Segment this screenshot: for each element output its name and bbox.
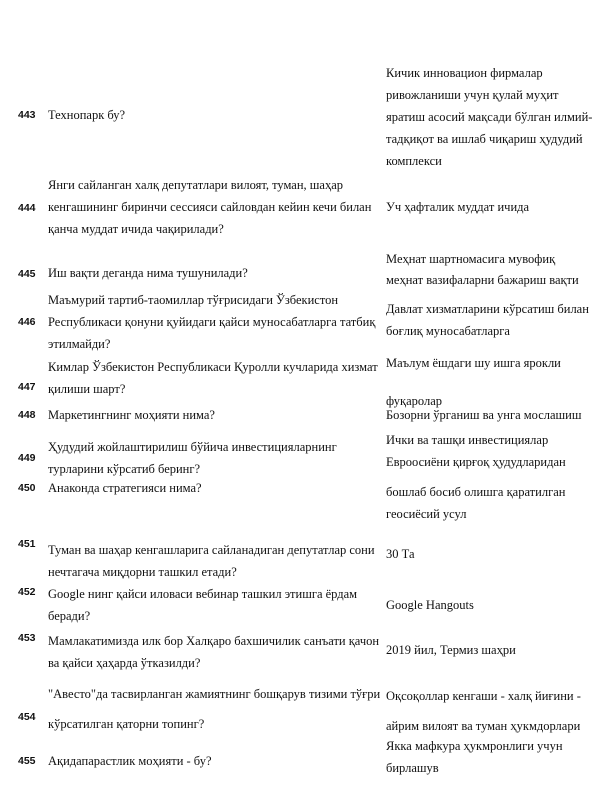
answer-line: Евроосиёни қирғоқ ҳудудларидан — [386, 455, 566, 469]
answer-line: 30 Та — [386, 547, 415, 561]
answer-line: тадқиқот ва ишлаб чиқариш ҳудудий — [386, 132, 583, 146]
answer-line: Бозорни ўрганиш ва унга мослашиш — [386, 408, 582, 422]
answer-line: Маълум ёшдаги шу ишга ярокли — [386, 356, 561, 370]
question-line: Республикаси қонуни қуйидаги қайси муносабатларга татбиқ — [48, 315, 376, 329]
answer-line: бошлаб босиб олишга қаратилган — [386, 485, 566, 499]
answer-line: Давлат хизматларини кўрсатиш билан — [386, 302, 589, 316]
question-text — [48, 356, 378, 400]
answer-line: Кичик инновацион фирмалар — [386, 66, 543, 80]
answer-text — [386, 735, 563, 779]
question-line: Мамлакатимизда илк бор Халқаро бахшичилик санъати қачон — [48, 634, 380, 648]
answer-line: Уч ҳафталик муддат ичида — [386, 200, 530, 214]
question-line: ва қайси ҳаҳарда ўтказилди? — [48, 656, 201, 670]
answer-line: фуқаролар — [386, 394, 443, 408]
row-number: 455 — [18, 755, 36, 767]
question-line: "Авесто"да тасвирланган жамиятнинг бошқарув тизими тўғри — [48, 687, 381, 701]
answer-line: Ички ва ташқи инвестициялар — [386, 433, 549, 447]
question-line: турларини кўрсатиб беринг? — [48, 462, 201, 476]
answer-line: 2019 йил, Термиз шаҳри — [386, 643, 516, 657]
question-line: Янги сайланган халқ депутатлари вилоят, туман, шаҳар — [48, 178, 344, 192]
answer-line: геосиёсий усул — [386, 507, 467, 521]
question-text — [48, 539, 375, 583]
answer-line: Google Hangouts — [386, 598, 474, 612]
question-line: беради? — [48, 609, 91, 623]
row-number: 444 — [18, 202, 36, 214]
answer-text — [386, 429, 566, 473]
row-number: 451 — [18, 538, 36, 550]
question-text — [48, 104, 125, 126]
row-number: 446 — [18, 316, 36, 328]
row-number: 448 — [18, 409, 36, 421]
question-line: Кимлар Ўзбекистон Республикаси Қуролли кучларида хизмат — [48, 360, 378, 374]
row-number: 445 — [18, 268, 36, 280]
question-line: Иш вақти деганда нима тушунилади? — [48, 266, 248, 280]
answer-text — [386, 404, 582, 426]
answer-text — [386, 196, 529, 218]
answer-line: Якка мафкура ҳукмронлиги учун — [386, 739, 563, 753]
question-text — [48, 679, 380, 739]
answer-line: Меҳнат шартномасига мувофиқ — [386, 252, 556, 266]
question-text — [48, 630, 379, 674]
answer-text — [386, 681, 581, 741]
answer-text — [386, 639, 516, 661]
answer-line: боғлиқ муносабатларга — [386, 324, 510, 338]
question-line: Ҳудудий жойлаштирилиш бўйича инвестицияларнинг — [48, 440, 337, 454]
row-number: 443 — [18, 109, 36, 121]
question-line: қилиши шарт? — [48, 382, 126, 396]
question-line: Маркетингнинг моҳияти нима? — [48, 408, 215, 422]
question-text — [48, 404, 215, 426]
row-number: 449 — [18, 452, 36, 464]
question-line: нечтагача миқдорни ташкил етади? — [48, 565, 237, 579]
question-text — [48, 477, 202, 499]
answer-text — [386, 543, 415, 565]
answer-text — [386, 481, 565, 525]
answer-line: меҳнат вазифаларни бажариш вақти — [386, 273, 579, 287]
answer-line: ривожланиши учун қулай муҳит — [386, 88, 559, 102]
answer-text — [386, 594, 474, 616]
answer-line: яратиш асосий мақсади бўлган илмий- — [386, 110, 593, 124]
question-line: кўрсатилган қаторни топинг? — [48, 717, 205, 731]
question-line: Google нинг қайси иловаси вебинар ташкил этишга ёрдам — [48, 587, 358, 601]
question-line: Туман ва шаҳар кенгашларига сайланадиган депутатлар сони — [48, 543, 375, 557]
question-line: Анаконда стратегияси нима? — [48, 481, 202, 495]
row-number: 447 — [18, 381, 36, 393]
answer-text — [386, 62, 592, 172]
question-text — [48, 436, 337, 480]
row-number: 453 — [18, 632, 36, 644]
question-line: кенгашининг биринчи сессияси сайловдан кейин кечи билан — [48, 200, 372, 214]
question-text — [48, 583, 357, 627]
answer-line: айрим вилоят ва туман ҳукмдорлари — [386, 719, 581, 733]
question-text — [48, 289, 375, 355]
answer-text — [386, 249, 579, 291]
question-line: Ақидапарастлик моҳияти - бу? — [48, 754, 212, 768]
row-number: 450 — [18, 482, 36, 494]
answer-line: комплекси — [386, 154, 442, 168]
question-text — [48, 174, 371, 240]
row-number: 454 — [18, 711, 36, 723]
question-line: қанча муддат ичида чақирилади? — [48, 222, 224, 236]
question-text — [48, 262, 248, 284]
row-number: 452 — [18, 586, 36, 598]
question-text — [48, 750, 212, 772]
question-line: этилмайди? — [48, 337, 111, 351]
question-line: Маъмурий тартиб-таомиллар тўғрисидаги Ўзбекистон — [48, 293, 339, 307]
answer-line: бирлашув — [386, 761, 439, 775]
answer-text — [386, 298, 589, 342]
answer-line: Оқсоқоллар кенгаши - халқ йиғини - — [386, 689, 581, 703]
question-line: Технопарк бу? — [48, 108, 126, 122]
